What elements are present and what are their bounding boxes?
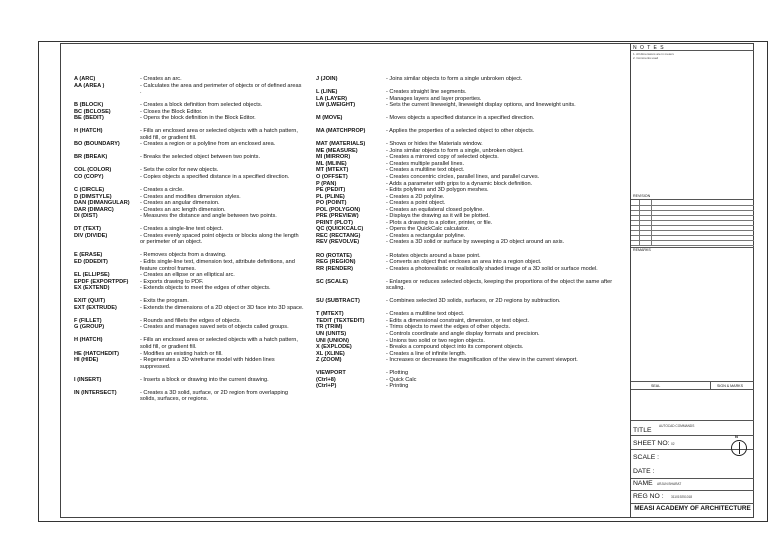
command-description: - Unions two solid or two region objects. bbox=[386, 337, 485, 344]
command-name: VIEWPORT bbox=[316, 370, 346, 377]
command-description: - Controls coordinate and angle display formats and precision. bbox=[386, 330, 540, 337]
command-name: C (CIRCLE) bbox=[74, 187, 105, 194]
command-description: - Creates a multiline text object. bbox=[386, 167, 465, 174]
name-value: ARJUN BHARAT bbox=[657, 482, 682, 486]
seal-bottom-line bbox=[631, 389, 754, 390]
command-name: A (ARC) bbox=[74, 76, 96, 82]
command-entry bbox=[316, 128, 618, 135]
command-name: (Ctrl+P) bbox=[316, 383, 337, 390]
reg-value: 311019251018 bbox=[671, 495, 693, 499]
command-description: - Creates a photorealistic or realistically shaded image of a 3D solid or surface model. bbox=[386, 265, 598, 272]
remarks-line bbox=[631, 247, 754, 248]
command-entry bbox=[316, 239, 618, 246]
academy-line bbox=[631, 503, 754, 504]
command-description: - Creates evenly spaced point objects or blocks along the length or perimeter of an object. bbox=[140, 232, 299, 246]
command-name: BO (BOUNDARY) bbox=[74, 141, 120, 148]
remarks-label: REMARKS bbox=[633, 248, 651, 252]
reg-label: REG NO : bbox=[633, 493, 664, 500]
command-description: - Fills an enclosed area or selected objects with a hatch pattern, solid fill, or gradient fill. bbox=[140, 128, 298, 141]
command-name: RR (RENDER) bbox=[316, 265, 353, 272]
command-entry bbox=[74, 390, 304, 403]
command-name: BE (BEDIT) bbox=[74, 115, 104, 122]
notes-line-1: 1. All dimensions are in meters bbox=[633, 52, 674, 56]
notes-line-2: 2. Comments used bbox=[633, 56, 659, 60]
command-name: EL (ELLIPSE) bbox=[74, 272, 110, 279]
academy-name: MEASI ACADEMY OF ARCHITECTURE bbox=[634, 505, 751, 512]
command-description: - Printing bbox=[386, 383, 409, 390]
command-description: - Joins similar objects to form a single, unbroken object. bbox=[386, 147, 524, 154]
command-description: - Edits single-line text, dimension text, attribute definitions, and feature control frames. bbox=[140, 258, 295, 272]
command-name: H (HATCH) bbox=[74, 337, 103, 344]
command-description: - Opens the block definition in the Block Editor. bbox=[140, 115, 256, 122]
command-description: - Trims objects to meet the edges of other objects. bbox=[386, 324, 511, 331]
command-name: E (ERASE) bbox=[74, 252, 103, 259]
command-name: LW (LWEIGHT) bbox=[316, 102, 356, 109]
command-name: REV (REVOLVE) bbox=[316, 239, 360, 246]
command-name: O (OFFSET) bbox=[316, 174, 348, 181]
command-description: - Extends objects to meet the edges of other objects. bbox=[140, 285, 271, 292]
command-description: - Applies the properties of a selected object to other objects. bbox=[386, 128, 535, 135]
command-description: - Closes the Block Editor. bbox=[140, 108, 203, 115]
date-label: DATE : bbox=[633, 468, 655, 475]
command-description: - Opens the QuickCalc calculator. bbox=[386, 226, 470, 233]
command-entry bbox=[316, 298, 618, 305]
command-description: - Creates concentric circles, parallel lines, and parallel curves. bbox=[386, 174, 540, 181]
command-description: - Modifies an existing hatch or fill. bbox=[140, 350, 223, 357]
command-name: UN (UNITS) bbox=[316, 330, 347, 337]
command-entry bbox=[316, 279, 618, 292]
command-description: - Creates an arc. bbox=[140, 76, 182, 82]
command-description: - Creates an arc length dimension. bbox=[140, 206, 226, 213]
command-description: - Creates a circle. bbox=[140, 187, 184, 194]
command-description: - Creates a point object. bbox=[386, 200, 446, 207]
command-name: MI (MIRROR) bbox=[316, 154, 351, 161]
title-value: AUTOCAD COMMANDS bbox=[659, 424, 695, 428]
command-name: AA (AREA ) bbox=[74, 82, 105, 89]
command-name: Z (ZOOM) bbox=[316, 357, 342, 364]
command-entry bbox=[74, 377, 304, 384]
command-entry bbox=[74, 259, 304, 272]
command-name: HI (HIDE) bbox=[74, 357, 99, 364]
command-name: X (EXPLODE) bbox=[316, 344, 352, 351]
command-name: REG (REGION) bbox=[316, 259, 356, 266]
command-name: DAN (DIMANGULAR) bbox=[74, 200, 130, 207]
command-name: TEDIT (TEXTEDIT) bbox=[316, 317, 365, 324]
command-entry bbox=[74, 305, 304, 312]
command-entry bbox=[74, 357, 304, 370]
command-name: D (DIMSTYLE) bbox=[74, 193, 112, 200]
command-description: - Creates a single-line text object. bbox=[140, 226, 224, 233]
command-name: QC (QUICKCALC) bbox=[316, 226, 364, 233]
command-entry bbox=[316, 115, 618, 122]
command-description: - Creates a 3D solid, surface, or 2D region from overlapping solids, surfaces, or regions. bbox=[140, 389, 288, 403]
command-description: - Sets the current lineweight, lineweight display options, and lineweight units. bbox=[386, 102, 576, 109]
command-description: - Exits the program. bbox=[140, 298, 189, 305]
command-description: - Fills an enclosed area or selected objects with a hatch pattern, solid fill, or gradient fill. bbox=[140, 337, 298, 350]
command-name: REC (RECTANG) bbox=[316, 232, 361, 239]
command-entry bbox=[74, 285, 304, 292]
command-description: - Creates a multiline text object. bbox=[386, 311, 465, 318]
command-entry bbox=[74, 128, 304, 141]
command-name: PL (PLINE) bbox=[316, 193, 345, 200]
command-description: - Calculates the area and perimeter of objects or of defined areas . bbox=[140, 82, 302, 96]
command-description: - Breaks a compound object into its component objects. bbox=[386, 344, 524, 351]
sheet-value: 02 bbox=[671, 442, 675, 446]
command-description: - Rounds and fillets the edges of objects. bbox=[140, 317, 242, 324]
command-name: ED (DDEDIT) bbox=[74, 258, 108, 265]
command-description: - Creates a line of infinite length. bbox=[386, 350, 467, 357]
command-name: G (GROUP) bbox=[74, 324, 105, 331]
reg-line bbox=[631, 490, 754, 491]
command-description: - Rotates objects around a base point. bbox=[386, 252, 481, 259]
scale-label: SCALE : bbox=[633, 454, 660, 461]
command-name: PO (POINT) bbox=[316, 200, 347, 207]
command-description: - Regenerates a 3D wireframe model with hidden lines suppressed. bbox=[140, 357, 275, 370]
commands-column-right bbox=[316, 76, 618, 390]
command-name: TR (TRIM) bbox=[316, 324, 343, 331]
command-description: - Joins similar objects to form a single unbroken object. bbox=[386, 76, 523, 82]
command-description: - Creates a rectangular polyline. bbox=[386, 232, 466, 239]
command-name: LA (LAYER) bbox=[316, 95, 347, 102]
command-description: - Converts an object that encloses an area into a region object. bbox=[386, 259, 542, 266]
command-name: T (MTEXT) bbox=[316, 311, 344, 318]
north-label: N bbox=[735, 434, 738, 439]
command-name: DAR (DIMARC) bbox=[74, 206, 114, 213]
command-name: M (MOVE) bbox=[316, 115, 343, 122]
command-description: - Plotting bbox=[386, 370, 409, 377]
command-entry bbox=[316, 357, 618, 364]
command-entry bbox=[74, 154, 304, 161]
command-name: EXIT (QUIT) bbox=[74, 298, 106, 305]
command-description: - Extends the dimensions of a 2D object or 3D face into 3D space. bbox=[140, 304, 304, 311]
command-name: H (HATCH) bbox=[74, 128, 103, 135]
command-name: PRE (PREVIEW) bbox=[316, 213, 359, 220]
command-name: EPDF (EXPORTPDF) bbox=[74, 278, 129, 285]
command-name: P (PAN) bbox=[316, 180, 337, 187]
command-description: - Displays the drawing as it will be plotted. bbox=[386, 213, 490, 220]
command-name: CO (COPY) bbox=[74, 174, 104, 181]
command-description: - Creates and modifies dimension styles. bbox=[140, 193, 241, 200]
command-name: UNI (UNION) bbox=[316, 337, 349, 344]
command-description: - Creates an ellipse or an elliptical arc. bbox=[140, 272, 235, 279]
command-name: XL (XLINE) bbox=[316, 350, 345, 357]
command-name: MT (MTEXT) bbox=[316, 167, 349, 174]
command-entry bbox=[316, 102, 618, 109]
command-description: - Creates an equilateral closed polyline. bbox=[386, 206, 484, 213]
command-entry bbox=[74, 233, 304, 246]
command-description: - Breaks the selected object between two points. bbox=[140, 154, 261, 161]
name-line bbox=[631, 478, 754, 479]
command-name: B (BLOCK) bbox=[74, 102, 104, 109]
command-description: - Adds a parameter with grips to a dynamic block definition. bbox=[386, 180, 533, 187]
command-name: EXT (EXTRUDE) bbox=[74, 304, 117, 311]
seal-divider bbox=[710, 381, 711, 389]
command-name: MAT (MATERIALS) bbox=[316, 141, 366, 148]
command-description: - Measures the distance and angle between two points. bbox=[140, 213, 277, 220]
command-name: POL (POLYGON) bbox=[316, 206, 361, 213]
name-label: NAME bbox=[633, 480, 653, 487]
title-top-line bbox=[631, 420, 754, 421]
command-description: - Quick Calc bbox=[386, 376, 417, 383]
command-name: COL (COLOR) bbox=[74, 167, 112, 174]
command-name: RO (ROTATE) bbox=[316, 252, 352, 259]
command-name: F (FILLET) bbox=[74, 317, 102, 324]
command-description: - Edits polylines and 3D polygon meshes. bbox=[386, 187, 489, 194]
command-description: - Moves objects a specified distance in a specified direction. bbox=[386, 115, 535, 122]
command-name: (Ctrl+8) bbox=[316, 376, 336, 383]
command-description: - Creates an angular dimension. bbox=[140, 200, 220, 207]
command-name: DIV (DIVIDE) bbox=[74, 232, 108, 239]
command-description: - Creates multiple parallel lines. bbox=[386, 160, 465, 167]
seal-top-line bbox=[631, 381, 754, 382]
command-entry bbox=[74, 337, 304, 350]
title-label: TITLE bbox=[633, 427, 652, 434]
sign-label: SIGN & MARKS bbox=[717, 384, 743, 388]
command-entry bbox=[316, 383, 618, 390]
command-name: SC (SCALE) bbox=[316, 278, 349, 285]
command-name: L (LINE) bbox=[316, 89, 338, 96]
command-entry bbox=[74, 83, 304, 96]
command-description: - Edits a dimensional constraint, dimension, or text object. bbox=[386, 317, 530, 324]
command-entry bbox=[316, 76, 618, 83]
command-description: - Manages layers and layer properties. bbox=[386, 95, 482, 102]
command-description: - Creates a 2D polyline. bbox=[386, 193, 445, 200]
title-block bbox=[630, 44, 754, 517]
command-description: - Plots a drawing to a plotter, printer, or file. bbox=[386, 219, 493, 226]
command-entry bbox=[74, 115, 304, 122]
command-name: DT (TEXT) bbox=[74, 226, 102, 233]
notes-heading: N O T E S bbox=[633, 45, 665, 51]
command-description: - Shows or hides the Materials window. bbox=[386, 141, 483, 148]
command-name: J (JOIN) bbox=[316, 76, 338, 82]
command-description: - Increases or decreases the magnification of the view in the current viewport. bbox=[386, 357, 578, 364]
command-name: ME (MEASURE) bbox=[316, 147, 358, 154]
command-entry bbox=[316, 266, 618, 273]
command-name: DI (DIST) bbox=[74, 213, 98, 220]
command-entry bbox=[74, 324, 304, 331]
sheet-label: SHEET NO: bbox=[633, 440, 670, 447]
command-description: - Copies objects a specified distance in a specified direction. bbox=[140, 174, 290, 181]
command-description: - Exports drawing to PDF. bbox=[140, 278, 204, 285]
command-name: BC (BCLOSE) bbox=[74, 108, 111, 115]
seal-label: SEAL bbox=[651, 384, 661, 388]
command-description: - Creates a region or a polyline from an enclosed area. bbox=[140, 141, 276, 148]
command-name: ML (MLINE) bbox=[316, 160, 347, 167]
command-description: - Creates a 3D solid or surface by sweeping a 2D object around an axis. bbox=[386, 239, 565, 246]
command-name: HE (HATCHEDIT) bbox=[74, 350, 119, 357]
command-entry bbox=[74, 213, 304, 220]
command-description: - Creates and manages saved sets of objects called groups. bbox=[140, 324, 289, 331]
command-name: PE (PEDIT) bbox=[316, 187, 346, 194]
command-entry bbox=[74, 174, 304, 181]
command-name: IN (INTERSECT) bbox=[74, 389, 117, 396]
revision-label: REVISION bbox=[633, 194, 651, 198]
command-name: EX (EXTEND) bbox=[74, 285, 110, 292]
notes-divider bbox=[631, 50, 754, 51]
command-name: PRINT (PLOT) bbox=[316, 219, 353, 226]
command-name: MA (MATCHPROP) bbox=[316, 128, 366, 135]
command-description: - Creates straight line segments. bbox=[386, 89, 467, 96]
command-description: - Combines selected 3D solids, surfaces, or 2D regions by subtraction. bbox=[386, 298, 561, 305]
command-name: BR (BREAK) bbox=[74, 154, 108, 161]
command-description: - Enlarges or reduces selected objects, keeping the proportions of the object the same after scaling. bbox=[386, 278, 613, 292]
revision-grid bbox=[631, 200, 754, 246]
command-description: - Inserts a block or drawing into the current drawing. bbox=[140, 376, 269, 383]
command-entry bbox=[74, 141, 304, 148]
commands-column-left bbox=[74, 76, 304, 403]
command-description: - Creates a block definition from selected objects. bbox=[140, 102, 263, 109]
command-name: SU (SUBTRACT) bbox=[316, 298, 360, 305]
command-description: - Creates a mirrored copy of selected objects. bbox=[386, 154, 499, 161]
command-description: - Removes objects from a drawing. bbox=[140, 252, 227, 259]
command-name: I (INSERT) bbox=[74, 376, 102, 383]
north-arrow-icon bbox=[731, 440, 747, 456]
command-description: - Sets the color for new objects. bbox=[140, 167, 219, 174]
